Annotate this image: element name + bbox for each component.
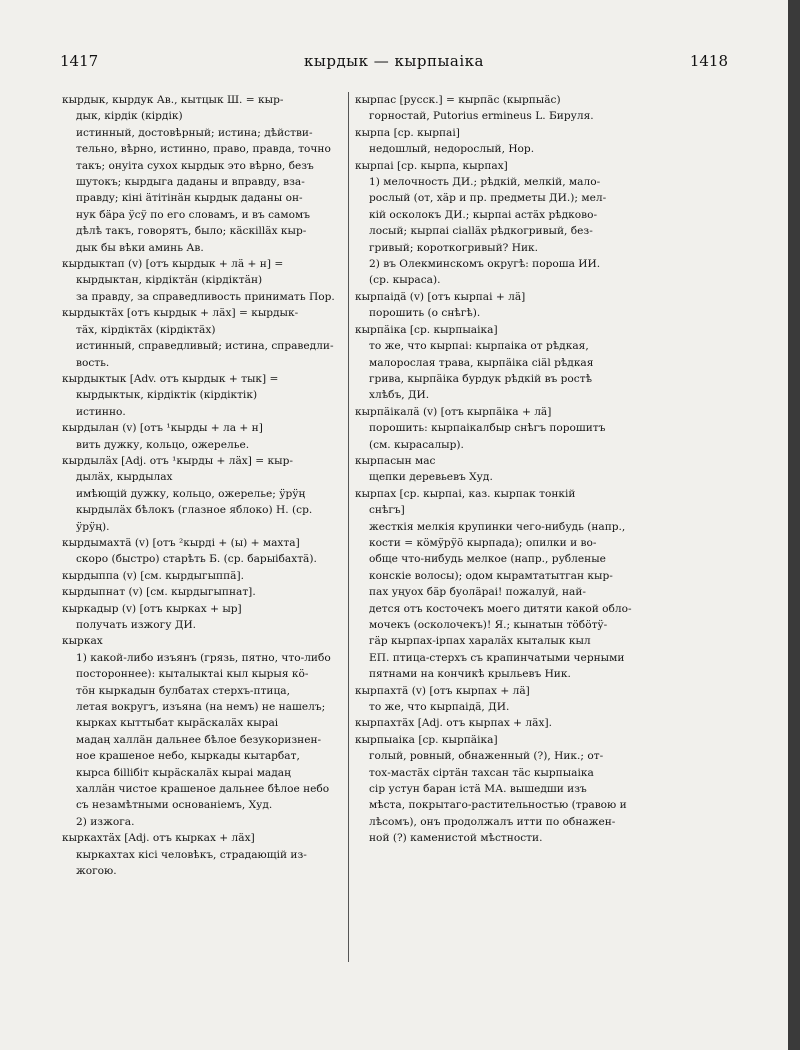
entry-definition-line: тох-мастӓх сіртӓн тахсан тӓс кырпыаіка [369, 766, 594, 779]
entry-definition-line: тельно, вѣрно, истинно, право, правда, точно [76, 143, 331, 156]
entry-headword-line: кырпахтӓх [Adj. отъ кырпах + лӓх]. [355, 717, 552, 730]
entry-headword-line: кырдымахтӓ (v) [отъ ²кырді + (ы) + махта] [62, 536, 300, 549]
entry-definition-line: скоро (быстро) старѣть Б. (ср. барыібахтӓ). [76, 553, 317, 566]
entry-headword-line: кыркax [62, 635, 103, 648]
entry-definition-line: жогою. [76, 865, 117, 878]
entry-definition-line: съ незамѣтными основаніемъ, Худ. [76, 799, 273, 812]
entry-definition-line: тӓх, кірдіктӓх (кірдіктӓх) [76, 323, 216, 336]
entry-definition-line: недошлый, недорослый, Нор. [369, 143, 535, 156]
entry-definition-line: 1) какой-либо изъянъ (грязь, пятно, что-либо [76, 651, 331, 664]
entry-definition-line: 2) въ Олекминскомъ округѣ: пороша ИИ. [369, 258, 601, 271]
entry-definition-line: кыркax кыттыбат кырӓскалӓх кыраі [76, 717, 279, 730]
page-header [60, 52, 728, 74]
entry-definition-line: 2) изжога. [76, 815, 135, 828]
entry-headword-line: кырпах [ср. кырпаі, каз. кырпак тонкій [355, 487, 576, 500]
entry-definition-line: летая вокругъ, изъяна (на немъ) не нашелъ; [76, 701, 326, 714]
entry-definition-line: кости = кӧмӱрӱӧ кырпада); опилки и во- [369, 536, 597, 549]
entry-definition-line: истинный, справедливый; истина, справедли- [76, 340, 334, 353]
entry-definition-line: дык, кірдік (кірдік) [76, 110, 183, 123]
entry-definition-line: кырдылӓх бѣлокъ (глазное яблоко) Н. (ср. [76, 504, 313, 517]
entry-definition-line: истинно. [76, 405, 126, 418]
entry-definition-line: дется отъ косточекъ моего дитяти какой обло- [369, 602, 632, 615]
entry-definition-line: снѣгъ] [369, 504, 405, 517]
entry-headword-line: кырпыаіка [ср. кырпӓіка] [355, 733, 498, 746]
entry-definition-line: (ср. кыраса). [369, 274, 441, 287]
column-divider [348, 92, 349, 962]
entry-definition-line: щепки деревьевъ Худ. [369, 471, 493, 484]
entry-headword-line: кырпаі [ср. кырпа, кырпах] [355, 159, 508, 172]
page-number-left: 1417 [60, 52, 99, 70]
entry-definition-line: то же, что кырпаі: кырпаіка от рѣдкая, [369, 340, 589, 353]
entry-definition-line: сір устун баран істӓ МА. вышедши изъ [369, 783, 587, 796]
entry-definition-line: кыркахтах кісі человѣкъ, страдающій из- [76, 848, 307, 861]
entry-definition-line: халлӓн чистое крашеное дальнее бѣлое небо [76, 783, 330, 796]
entry-definition-line: тӧн кыркадын булбатах стерхъ-птица, [76, 684, 290, 697]
entry-definition-line: за правду, за справедливость принимать Пор. [76, 290, 335, 303]
entry-definition-line: гривый; короткогривый? Ник. [369, 241, 538, 254]
entry-definition-line: истинный, достовѣрный; истина; дѣйстви- [76, 126, 313, 139]
entry-definition-line: правду; кіні ӓтітінӓн кырдык даданы он- [76, 192, 303, 205]
entry-definition-line: такъ; онуіта сухох кырдык это вѣрно, безъ [76, 159, 314, 172]
entry-definition-line: гӓр кырпах-ірпах харалӓх кыталык кыл [369, 635, 591, 648]
entry-definition-line: мадаң халлӓн дальнее бѣлое безукоризнен- [76, 733, 322, 746]
entry-headword-line: кырдылӓх [Adj. отъ ¹кырды + лӓх] = кыр- [62, 454, 293, 467]
entry-headword-line: кырпас [русск.] = кырпӓс (кырпыӓс) [355, 94, 561, 106]
entry-headword-line: кыркадыр (v) [отъ кыркax + ыр] [62, 602, 242, 615]
entry-definition-line: горностай, Putorius ermineus L. Бируля. [369, 110, 594, 123]
entry-definition-line: голый, ровный, обнаженный (?), Ник.; от- [369, 750, 604, 763]
entry-definition-line: постороннее): кыталыктаі кыл кырыя кӧ- [76, 668, 309, 681]
entry-definition-line: мѣста, покрытаго-растительностью (травою и [369, 799, 627, 812]
entry-headword-line: кырпаідӓ (v) [отъ кырпаі + лӓ] [355, 290, 526, 303]
entry-headword-line: кырпасын мас [355, 454, 436, 467]
entry-headword-line: кырпа [ср. кырпаі] [355, 126, 460, 139]
left-column [62, 92, 344, 880]
entry-headword-line: кырдылан (v) [отъ ¹кырды + ла + н] [62, 422, 263, 435]
entry-definition-line: ное крашеное небо, кыркады кытарбат, [76, 750, 300, 763]
entry-definition-line: рослый (от, хӓр и пр. предметы ДИ.); мел- [369, 192, 607, 205]
entry-headword-line: кырпахтӓ (v) [отъ кырпах + лӓ] [355, 684, 530, 697]
entry-definition-line: ӱрӱң). [76, 520, 110, 533]
entry-definition-line: кырса біllібіт кырӓскалӓх кыраі мадаң [76, 766, 291, 779]
entry-definition-line: порошить (о снѣгѣ). [369, 307, 481, 320]
entry-definition-line: кій осколокъ ДИ.; кырпаі астӓх рѣдково- [369, 208, 598, 221]
entry-headword-line: кырдыпнат (v) [см. кырдыгыпнат]. [62, 586, 256, 599]
scan-edge [788, 0, 800, 1050]
entry-definition-line: вость. [76, 356, 110, 369]
entry-definition-line: конскіе волосы); одом кырамтатытган кыр- [369, 569, 613, 582]
entry-headword-line: кырдыктап (v) [отъ кырдык + лӓ + н] = [62, 258, 284, 271]
entry-definition-line: обще что-нибудь мелкое (напр., рубленые [369, 553, 606, 566]
entry-definition-line: (см. кырасалыр). [369, 438, 464, 451]
running-title: кырдык — кырпыаіка [304, 52, 484, 70]
entry-definition-line: получать изжогу ДИ. [76, 619, 197, 631]
entry-definition-line: жесткія мелкія крупинки чего-нибудь (напр., [369, 520, 626, 533]
entry-definition-line: дѣлѣ такъ, говорятъ, было; кӓскіllӓх кыр- [76, 225, 307, 238]
entry-headword-line: кырпӓікалӓ (v) [отъ кырпӓіка + лӓ] [355, 405, 552, 418]
entry-headword-line: кырдыппа (v) [см. кырдыгыппӓ]. [62, 569, 244, 582]
entry-headword-line: кырдыктӓх [отъ кырдык + лӓх] = кырдык- [62, 307, 299, 320]
entry-definition-line: вить дужку, кольцо, ожерелье. [76, 438, 250, 451]
entry-definition-line: нук бӓра ӱсӱ по его словамъ, и въ самомъ [76, 208, 310, 221]
page-number-right: 1418 [689, 52, 728, 70]
entry-definition-line: хлѣбъ, ДИ. [369, 389, 430, 402]
entry-definition-line: 1) мелочность ДИ.; рѣдкій, мелкій, мало- [369, 176, 601, 189]
entry-definition-line: порошить: кырпаікалбыр снѣгъ порошитъ [369, 422, 606, 435]
entry-headword-line: кырпӓіка [ср. кырпыаіка] [355, 323, 498, 336]
entry-definition-line: ЕП. птица-стерхъ съ крапинчатыми черными [369, 651, 625, 664]
entry-definition-line: пятнами на кончикѣ крыльевъ Ник. [369, 668, 571, 681]
entry-definition-line: лѣсомъ), онъ продолжалъ итти по обнажен- [369, 815, 616, 828]
entry-definition-line: мочекъ (осколочекъ)! Я.; кынатын тӧбӧтӱ- [369, 619, 608, 631]
entry-definition-line: малорослая трава, кырпӓіка сіӓl рѣдкая [369, 356, 594, 369]
entry-headword-line: кырдык, кырдук Ав., кытцык Ш. = кыр- [62, 94, 284, 106]
entry-definition-line: кырдыктык, кірдіктік (кірдіктік) [76, 389, 258, 402]
entry-definition-line: имѣющій дужку, кольцо, ожерелье; ӱрӱң [76, 487, 306, 500]
entry-definition-line: шутокъ; кырдыга даданы и вправду, взa- [76, 176, 305, 189]
right-column [355, 92, 645, 847]
entry-definition-line: ной (?) каменистой мѣстности. [369, 832, 543, 845]
entry-definition-line: лосый; кырпаі сіаllӓх рѣдкогривый, без- [369, 225, 593, 238]
entry-definition-line: пах уңуох бӓр буолӓраі! пожалуй, най- [369, 586, 586, 599]
entry-headword-line: кырдыктык [Adv. отъ кырдык + тык] = [62, 372, 279, 385]
entry-definition-line: дык бы вѣки аминь Ав. [76, 241, 204, 254]
entry-headword-line: кыркахтӓх [Adj. отъ кыркax + лӓх] [62, 832, 255, 845]
entry-definition-line: дылӓх, кырдылах [76, 471, 173, 484]
entry-definition-line: то же, что кырпаідӓ, ДИ. [369, 701, 510, 714]
entry-definition-line: кырдыктан, кірдіктӓн (кірдіктӓн) [76, 274, 263, 287]
entry-definition-line: грива, кырпӓіка бурдук рѣдкій въ ростѣ [369, 372, 592, 385]
